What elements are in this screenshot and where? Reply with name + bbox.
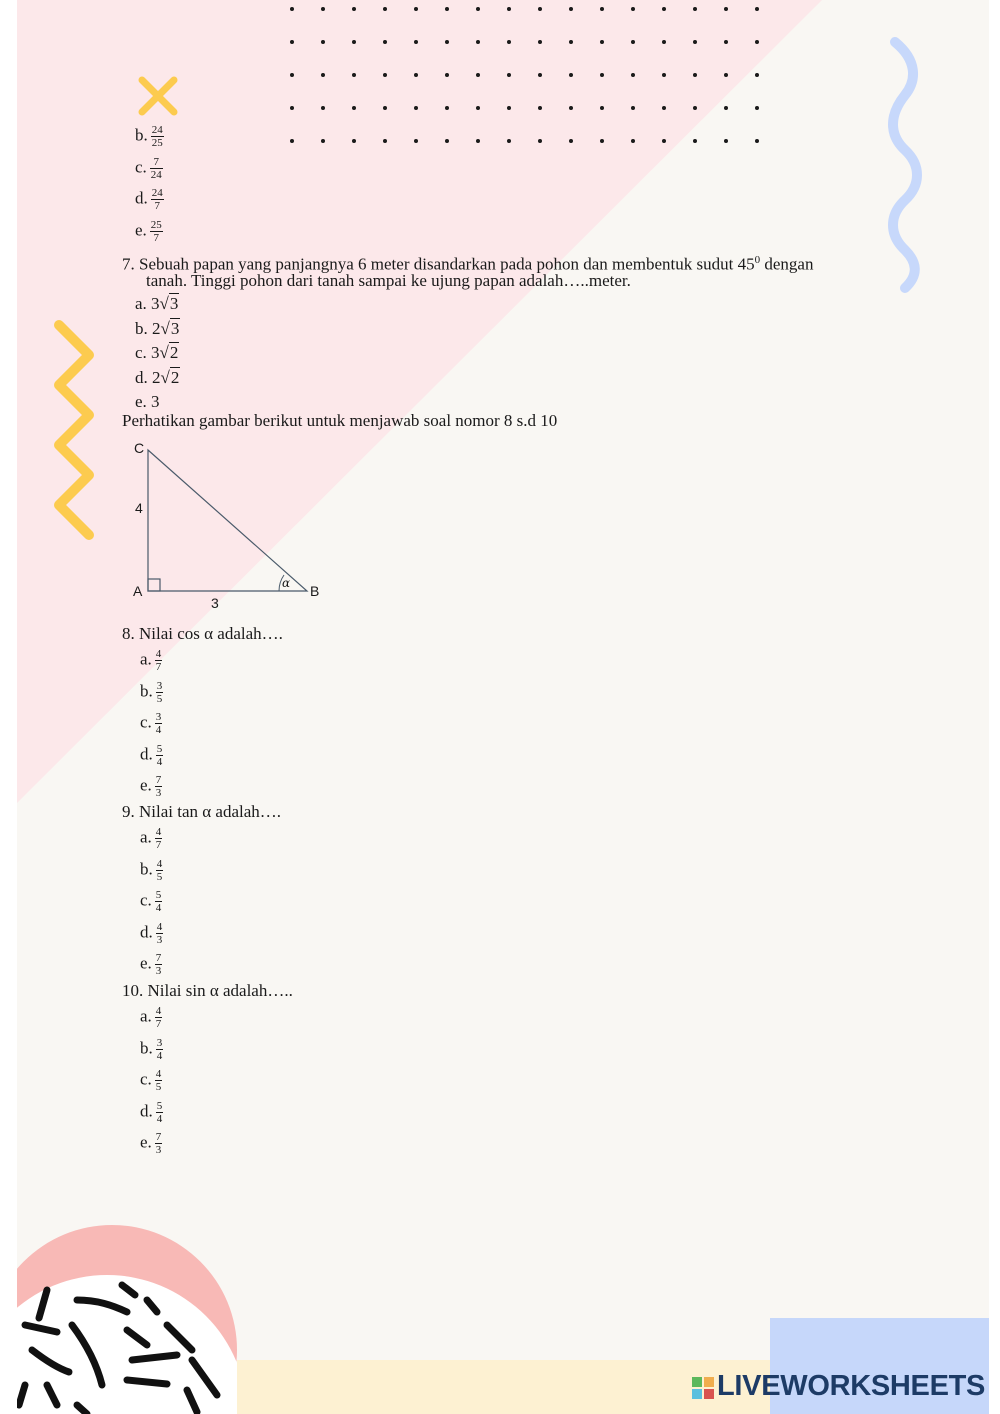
answer-option[interactable]: c. $\frac{7}{24}$ <box>135 155 162 181</box>
fraction: $\frac{3}{4}$ <box>155 711 162 736</box>
question-8-text: 8. Nilai cos α adalah…. <box>122 624 283 643</box>
liveworksheets-brand-text[interactable]: LIVEWORKSHEETS <box>717 1370 986 1402</box>
answer-option[interactable]: a. $\frac{4}{7}$ <box>140 648 162 673</box>
question-10-text: 10. Nilai sin α adalah….. <box>122 981 293 1000</box>
square-root: √3 <box>159 294 179 313</box>
right-triangle-diagram <box>127 435 337 615</box>
question-7-line-1: 7. Sebuah papan yang panjangnya 6 meter disandarkan pada pohon dan membentuk sudut $45^0$ dengan <box>122 254 814 274</box>
answer-option[interactable]: e. 3 <box>135 392 160 411</box>
answer-option[interactable]: a. $\frac{4}{7}$ <box>140 1005 162 1030</box>
fraction: $\frac{7}{3}$ <box>155 1131 162 1156</box>
fraction: $\frac{4}{5}$ <box>156 857 163 883</box>
answer-option[interactable]: a. 3√3 <box>135 294 179 313</box>
worksheet-page <box>17 0 989 1414</box>
triangle-shape <box>148 450 307 591</box>
answer-option[interactable]: e. $\frac{7}{3}$ <box>140 952 162 977</box>
answer-option[interactable]: b. $\frac{3}{5}$ <box>140 679 163 705</box>
answer-option[interactable]: d. $\frac{24}{7}$ <box>135 187 163 212</box>
answer-option[interactable]: e. $\frac{7}{3}$ <box>140 1131 162 1156</box>
answer-option[interactable]: b. 2√3 <box>135 318 180 338</box>
fraction: $\frac{24}{25}$ <box>151 124 163 149</box>
fraction: $\frac{4}{7}$ <box>155 826 162 851</box>
answer-option[interactable]: c. 3√2 <box>135 343 179 362</box>
fraction: $\frac{25}{7}$ <box>150 218 162 244</box>
label-side-ab: 3 <box>211 595 219 611</box>
label-side-ac: 4 <box>135 500 143 516</box>
answer-option[interactable]: c. $\frac{5}{4}$ <box>140 889 162 914</box>
answer-option[interactable]: b. $\frac{24}{25}$ <box>135 124 163 149</box>
answer-option[interactable]: d. $\frac{5}{4}$ <box>140 1099 163 1125</box>
blue-wave <box>893 42 917 288</box>
fraction: $\frac{4}{5}$ <box>155 1068 162 1093</box>
answer-option[interactable]: d. $\frac{4}{3}$ <box>140 920 163 946</box>
label-a: A <box>133 583 143 599</box>
answer-option[interactable]: b. $\frac{4}{5}$ <box>140 857 163 883</box>
liveworksheets-logo-icon <box>692 1377 714 1399</box>
fraction: $\frac{3}{5}$ <box>156 679 163 705</box>
right-angle-marker <box>148 579 160 591</box>
label-c: C <box>134 440 145 456</box>
answer-option[interactable]: a. $\frac{4}{7}$ <box>140 826 162 851</box>
answer-option[interactable]: e. $\frac{7}{3}$ <box>140 774 162 799</box>
fraction: $\frac{5}{4}$ <box>156 1099 163 1125</box>
square-root: √2 <box>159 343 179 362</box>
fraction: $\frac{5}{4}$ <box>155 889 162 914</box>
label-alpha: α <box>282 576 291 590</box>
fraction: $\frac{5}{4}$ <box>156 742 163 768</box>
answer-option[interactable]: d. $\frac{5}{4}$ <box>140 742 163 768</box>
fraction: $\frac{7}{3}$ <box>155 952 162 977</box>
answer-option[interactable]: b. $\frac{3}{4}$ <box>140 1036 163 1062</box>
answer-option[interactable]: c. $\frac{3}{4}$ <box>140 711 162 736</box>
fraction: $\frac{3}{4}$ <box>156 1036 163 1062</box>
answer-option[interactable]: c. $\frac{4}{5}$ <box>140 1068 162 1093</box>
question-7-line-2: tanah. Tinggi pohon dari tanah sampai ke ujung papan adalah…..meter. <box>146 271 631 290</box>
fraction: $\frac{7}{3}$ <box>155 774 162 799</box>
instruction-text: Perhatikan gambar berikut untuk menjawab soal nomor 8 s.d 10 <box>122 411 558 430</box>
answer-option[interactable]: e. $\frac{25}{7}$ <box>135 218 162 244</box>
square-root: √2 <box>160 367 180 387</box>
background-decorations <box>17 0 989 1414</box>
fraction: $\frac{24}{7}$ <box>151 187 163 212</box>
fraction: $\frac{4}{7}$ <box>155 1005 162 1030</box>
square-root: √3 <box>160 318 180 338</box>
question-9-text: 9. Nilai tan α adalah…. <box>122 802 282 821</box>
fraction: $\frac{4}{3}$ <box>156 920 163 946</box>
fraction: $\frac{7}{24}$ <box>150 155 162 181</box>
answer-option[interactable]: d. 2√2 <box>135 367 180 387</box>
fraction: $\frac{4}{7}$ <box>155 648 162 673</box>
label-b: B <box>310 583 320 599</box>
